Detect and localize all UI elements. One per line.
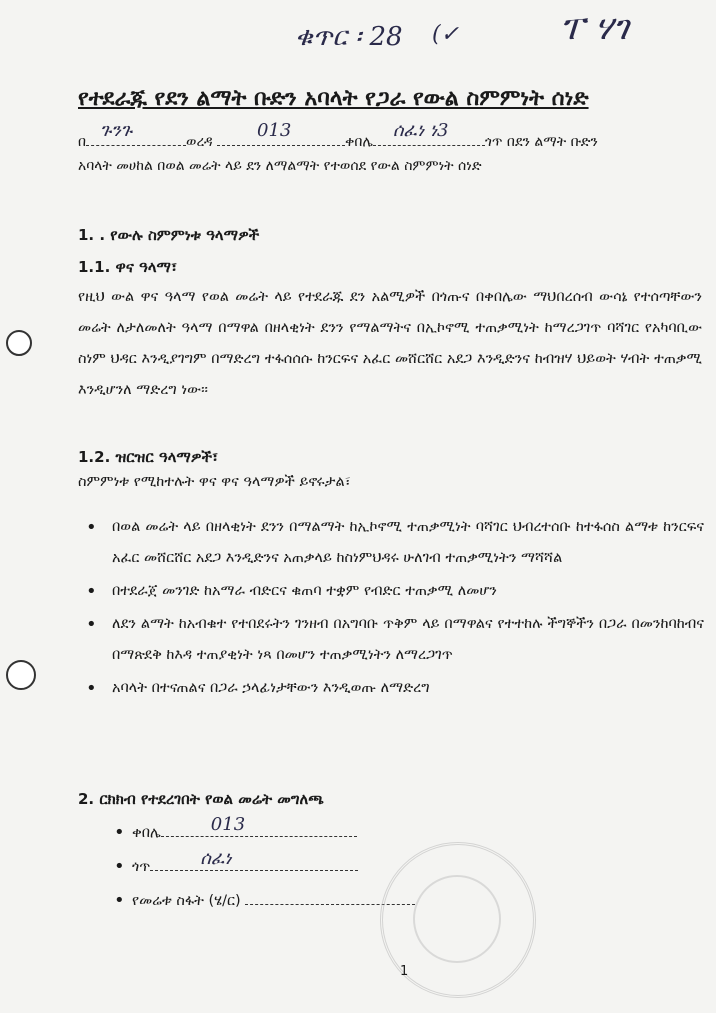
intro-line2: አባላት መሀከል በወል መሬት ላይ ደን ለማልማት የተወሰደ የውል ስምምነት ሰነድ — [78, 158, 482, 174]
section1-heading: 1. . የውሉ ስምምነቱ ዓላማዎች — [78, 226, 260, 244]
section1-2-heading: 1.2. ዝርዝር ዓላማዎች፣ — [78, 448, 219, 466]
list-item: • በተደራጀ መንገድ ከአማራ ብድርና ቁጠባ ተቋም የብድር ተጠቃሚ ለመሆን — [78, 576, 704, 607]
section1-1-text: የዚህ ውል ዋና ዓላማ የወል መሬት ላይ የተደራጁ ደን አልሚዎች በጎጡና በቀበሌው ማህበረሰብ ውሳኔ የተሰጣቸውን መሬት ለታለመለት ዓላማ በማዋል በዘላቂነት ደንን የማልማትና በኢኮኖሚ ተጠቃሚነት ከማረጋገጥ ባሻገር የአካባቢው ስነም ህዳር እንዲያገግም በማድረግ ተፋሰሰሱ ከንርፍና አፈር መሸርሸር አደጋ እንዲድንና ከብዝሃ ህይወት ሃብት ተጠቃሚ እንዲሆንለ ማድረግ ነው፡፡ — [78, 289, 702, 398]
woreda-field — [217, 120, 345, 146]
kebele-label: ቀበሌ — [345, 134, 373, 150]
intro-prefix: በ — [78, 134, 87, 150]
kebele-item-field — [161, 814, 357, 837]
section1-2-lead: ስምምነቱ የሚከተሉት ዋና ዋና ዓላማዎች ይኖሩታል፣ — [78, 474, 351, 490]
list-item: • አባላት በተናጠልና በጋራ ኃላፊነታቸውን እንዲወጡ ለማድረግ — [78, 673, 704, 704]
handwritten-reference: ቁጥር ፡ 28 — [295, 22, 403, 52]
handwritten-mark: (✓ — [432, 22, 460, 47]
intro-paragraph — [78, 120, 698, 178]
woreda-label: ወረዳ — [186, 134, 213, 150]
list-item: • በወል መሬት ላይ በዘላቂነት ደንን በማልማት ከኢኮኖሚ ተጠቃሚነት ባሻገር ህብረተሰቡ ከተፋሰስ ልማቱ ከንርፍና አፈር መሸርሸር አደጋ እንዲድንና አጠቃላይ ከስነምህዳሩ ሁለገብ ተጠቃሚነትን ማሻሻል — [78, 512, 704, 574]
page-number: 1 — [400, 964, 409, 979]
zone-value: ጉንጉ — [100, 120, 133, 141]
got-item-label: ጎጥ — [132, 859, 151, 875]
got-item-field — [150, 848, 358, 871]
kebele-value: ሰፈነ ነ3 — [392, 120, 449, 141]
zone-field — [86, 120, 186, 146]
kebele-item-label: ቀበሌ — [132, 825, 161, 841]
got-item-value: ሰፈነ — [200, 848, 232, 869]
binder-clip-icon — [6, 660, 36, 690]
list-item: • ለደን ልማት ከአብቁተ የተበደሩትን ገንዘብ በአግባቡ ጥቅም ላይ በማዋልና የተተከሉ ችግኞችን በጋራ በመንከባከብና በማጽደቅ ከእዳ ተጠያቂነት ነጻ በመሆን ተጠቃሚነትን ለማረጋገጥ — [78, 609, 704, 671]
kebele-field — [373, 120, 485, 146]
handwritten-code: ፐ ሃገ — [560, 8, 629, 48]
kebele-item-value: 013 — [210, 814, 246, 835]
section1-1-heading: 1.1. ዋና ዓላማ፣ — [78, 258, 178, 276]
binder-clip-icon — [6, 330, 32, 356]
section2-heading: 2. ርክክብ የተደረገበት የወል መሬት መግለጫ — [78, 790, 324, 808]
document-title: የተደራጁ የደን ልማት ቡድን አባላት የጋራ የውል ስምምነት ሰነድ — [78, 86, 589, 111]
objectives-list — [78, 512, 704, 706]
area-item-label: የመሬቱ ስፋት (ሄ/ር) — [132, 893, 241, 909]
intro-line1-tail: ጎጥ በደን ልማት ቡድን — [484, 134, 598, 150]
woreda-value: 013 — [257, 120, 292, 141]
